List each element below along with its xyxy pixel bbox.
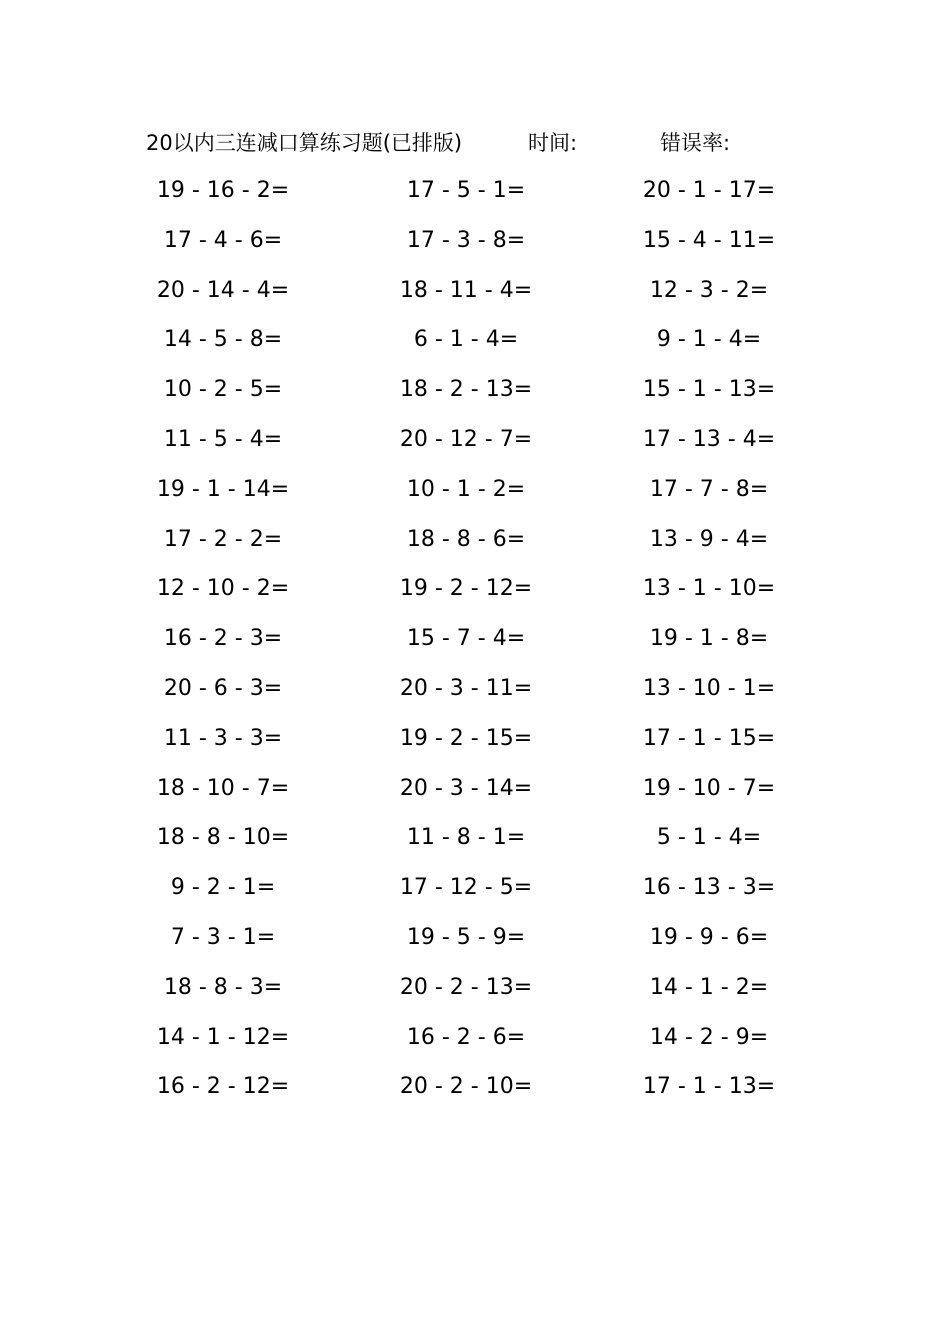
problem-item: 20 - 2 - 10= [399,1074,533,1100]
problem-item: 19 - 1 - 8= [649,626,769,652]
problem-row [0,564,950,614]
problem-item: 20 - 14 - 4= [156,277,290,303]
problem-row [0,764,950,814]
problem-item: 17 - 5 - 1= [406,178,526,203]
problem-item: 11 - 5 - 4= [163,426,283,452]
problem-row [0,963,950,1013]
problem-item: 12 - 10 - 2= [156,576,290,602]
problem-row [0,913,950,963]
problem-item: 14 - 1 - 12= [156,1024,290,1050]
problem-item: 17 - 13 - 4= [642,426,776,452]
worksheet-header [0,126,950,160]
problem-item: 9 - 1 - 4= [656,327,762,353]
problem-item: 14 - 1 - 2= [649,974,769,1000]
problem-row [0,365,950,415]
problem-item: 5 - 1 - 4= [656,825,762,851]
problem-item: 13 - 10 - 1= [642,675,776,701]
problem-item: 17 - 1 - 13= [642,1074,776,1100]
problem-item: 13 - 9 - 4= [649,526,769,552]
problem-row [0,714,950,764]
problem-item: 9 - 2 - 1= [170,875,276,901]
problem-item: 11 - 8 - 1= [406,825,526,851]
problem-row [0,863,950,913]
problem-item: 6 - 1 - 4= [413,327,519,353]
problem-row [0,216,950,266]
problem-row [0,415,950,465]
problem-item: 14 - 5 - 8= [163,327,283,353]
problem-item: 16 - 13 - 3= [642,875,776,901]
problem-item: 16 - 2 - 3= [163,626,283,652]
problem-item: 18 - 8 - 3= [163,974,283,1000]
problem-item: 20 - 1 - 17= [642,178,776,203]
problem-item: 15 - 1 - 13= [642,377,776,403]
problem-item: 11 - 3 - 3= [163,725,283,751]
problem-item: 18 - 11 - 4= [399,277,533,303]
problem-item: 17 - 3 - 8= [406,227,526,253]
problem-item: 18 - 8 - 10= [156,825,290,851]
problem-item: 10 - 2 - 5= [163,377,283,403]
time-label: 时间: [528,131,578,155]
problem-item: 20 - 2 - 13= [399,974,533,1000]
problem-row [0,614,950,664]
problem-item: 13 - 1 - 10= [642,576,776,602]
problem-row [0,813,950,863]
problem-row [0,1013,950,1063]
worksheet-title: 20以内三连减口算练习题(已排版) [146,131,463,155]
problem-row [0,315,950,365]
problem-item: 17 - 7 - 8= [649,476,769,502]
problem-item: 17 - 4 - 6= [163,227,283,253]
problem-item: 14 - 2 - 9= [649,1024,769,1050]
problem-item: 18 - 8 - 6= [406,526,526,552]
problem-item: 17 - 1 - 15= [642,725,776,751]
problem-row [0,664,950,714]
problem-row [0,266,950,316]
problem-item: 19 - 2 - 12= [399,576,533,602]
problem-row [0,1062,950,1112]
problem-item: 7 - 3 - 1= [170,924,276,950]
problem-row [0,465,950,515]
problem-item: 12 - 3 - 2= [649,277,769,303]
problem-item: 15 - 7 - 4= [406,626,526,652]
problem-item: 19 - 5 - 9= [406,924,526,950]
problem-item: 20 - 6 - 3= [163,675,283,701]
problem-item: 16 - 2 - 6= [406,1024,526,1050]
problem-item: 16 - 2 - 12= [156,1074,290,1100]
problem-item: 19 - 16 - 2= [156,178,290,203]
problem-row [0,166,950,216]
problem-item: 19 - 10 - 7= [642,775,776,801]
error-rate-label: 错误率: [660,131,731,155]
problem-grid [0,166,950,1112]
problem-item: 19 - 2 - 15= [399,725,533,751]
problem-item: 18 - 10 - 7= [156,775,290,801]
problem-item: 17 - 12 - 5= [399,875,533,901]
problem-item: 19 - 1 - 14= [156,476,290,502]
problem-item: 20 - 3 - 11= [399,675,533,701]
problem-item: 20 - 3 - 14= [399,775,533,801]
problem-item: 19 - 9 - 6= [649,924,769,950]
problem-item: 20 - 12 - 7= [399,426,533,452]
problem-row [0,515,950,565]
problem-item: 15 - 4 - 11= [642,227,776,253]
problem-item: 17 - 2 - 2= [163,526,283,552]
problem-item: 10 - 1 - 2= [406,476,526,502]
problem-item: 18 - 2 - 13= [399,377,533,403]
